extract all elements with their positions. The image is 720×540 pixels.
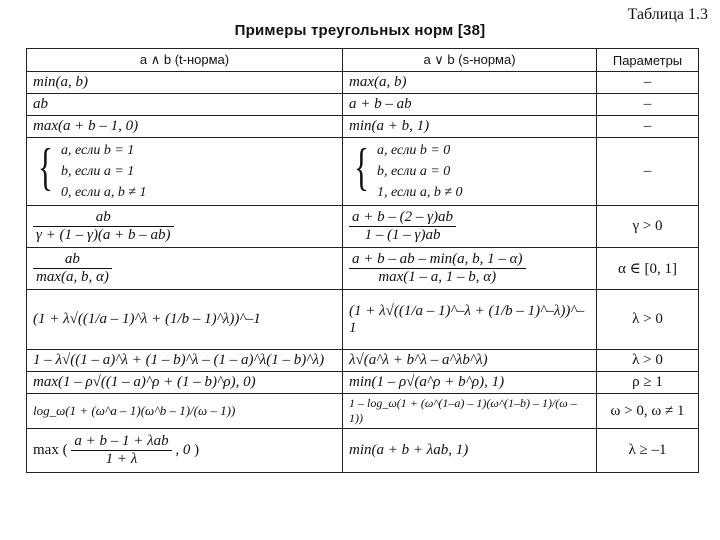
s-norm-cell bbox=[343, 138, 597, 206]
t-norm-cell: log_ω(1 + (ω^a – 1)(ω^b – 1)/(ω – 1)) bbox=[27, 394, 343, 429]
t-norm-cell bbox=[27, 206, 343, 248]
case-line: 1, если a, b ≠ 0 bbox=[376, 185, 463, 200]
param-cell: α ∈ [0, 1] bbox=[597, 248, 699, 290]
numerator: ab bbox=[33, 209, 174, 227]
table-row bbox=[27, 138, 699, 206]
denominator: 1 – (1 – γ)ab bbox=[364, 227, 441, 243]
column-header-s-norm: a ∨ b (s-норма) bbox=[343, 49, 597, 72]
fraction bbox=[71, 433, 171, 468]
fraction bbox=[349, 209, 456, 244]
table-row bbox=[27, 429, 699, 473]
param-cell: λ > 0 bbox=[597, 350, 699, 372]
table-row bbox=[27, 394, 699, 429]
case-line: 0, если a, b ≠ 1 bbox=[60, 185, 147, 200]
param-cell: – bbox=[597, 116, 699, 138]
s-norm-cell bbox=[343, 248, 597, 290]
table-row bbox=[27, 248, 699, 290]
t-norm-cell: (1 + λ√((1/a – 1)^λ + (1/b – 1)^λ))^–1 bbox=[27, 290, 343, 350]
param-cell: – bbox=[597, 72, 699, 94]
param-cell: ω > 0, ω ≠ 1 bbox=[597, 394, 699, 429]
cases-formula bbox=[33, 140, 336, 203]
s-norm-cell: min(a + b + λab, 1) bbox=[343, 429, 597, 473]
left-brace: { bbox=[37, 139, 53, 196]
param-cell: – bbox=[597, 94, 699, 116]
s-norm-cell: λ√(a^λ + b^λ – a^λb^λ) bbox=[343, 350, 597, 372]
denominator: 1 + λ bbox=[105, 451, 138, 467]
s-norm-cell: min(a + b, 1) bbox=[343, 116, 597, 138]
cases-formula bbox=[349, 140, 590, 203]
numerator: a + b – 1 + λab bbox=[71, 433, 171, 451]
numerator: ab bbox=[33, 251, 112, 269]
fraction bbox=[33, 209, 174, 244]
param-cell: γ > 0 bbox=[597, 206, 699, 248]
table-row bbox=[27, 72, 699, 94]
param-cell: λ ≥ –1 bbox=[597, 429, 699, 473]
table-label: Таблица 1.3 bbox=[627, 6, 708, 23]
s-norm-cell: (1 + λ√((1/a – 1)^–λ + (1/b – 1)^–λ))^–1 bbox=[343, 290, 597, 350]
t-norm-cell: max(1 – ρ√((1 – a)^ρ + (1 – b)^ρ), 0) bbox=[27, 372, 343, 394]
case-line: b, если a = 1 bbox=[60, 164, 135, 179]
t-norm-cell: ab bbox=[27, 94, 343, 116]
table-row bbox=[27, 94, 699, 116]
denominator: max(a, b, α) bbox=[36, 269, 109, 285]
left-brace: { bbox=[353, 139, 369, 196]
t-norm-cell: max ( $\frac{\text{a + b – 1 + λab}}{1 + \lambda}$ , 0 ) bbox=[27, 429, 343, 473]
table-row bbox=[27, 206, 699, 248]
table-title: Примеры треугольных норм [38] bbox=[234, 22, 486, 39]
denominator: γ + (1 – γ)(a + b – ab) bbox=[36, 227, 171, 243]
max-prefix: max bbox=[33, 441, 59, 458]
table-row bbox=[27, 290, 699, 350]
column-header-params: Параметры bbox=[597, 49, 699, 72]
table-row bbox=[27, 372, 699, 394]
fraction bbox=[33, 251, 112, 286]
s-norm-cell bbox=[343, 206, 597, 248]
table-row bbox=[27, 350, 699, 372]
norms-table bbox=[26, 48, 699, 473]
t-norm-cell: min(a, b) bbox=[27, 72, 343, 94]
column-header-t-norm: a ∧ b (t-норма) bbox=[27, 49, 343, 72]
t-norm-cell: max(a + b – 1, 0) bbox=[27, 116, 343, 138]
param-cell: λ > 0 bbox=[597, 290, 699, 350]
s-norm-cell: min(1 – ρ√(a^ρ + b^ρ), 1) bbox=[343, 372, 597, 394]
s-norm-cell: 1 – log_ω(1 + (ω^(1–a) – 1)(ω^(1–b) – 1)/(ω – 1)) bbox=[343, 394, 597, 429]
param-cell: ρ ≥ 1 bbox=[597, 372, 699, 394]
numerator: a + b – (2 – γ)ab bbox=[349, 209, 456, 227]
case-line: a, если b = 0 bbox=[376, 143, 451, 158]
param-cell: – bbox=[597, 138, 699, 206]
case-line: b, если a = 0 bbox=[376, 164, 451, 179]
s-norm-cell: max(a, b) bbox=[343, 72, 597, 94]
numerator: a + b – ab – min(a, b, 1 – α) bbox=[349, 251, 526, 269]
t-norm-cell bbox=[27, 138, 343, 206]
denominator: max(1 – a, 1 – b, α) bbox=[378, 269, 497, 285]
header-row bbox=[27, 49, 699, 72]
fraction bbox=[349, 251, 526, 286]
t-norm-cell bbox=[27, 248, 343, 290]
t-norm-cell: 1 – λ√((1 – a)^λ + (1 – b)^λ – (1 – a)^λ(1 – b)^λ) bbox=[27, 350, 343, 372]
suffix: , 0 bbox=[175, 441, 191, 458]
case-line: a, если b = 1 bbox=[60, 143, 135, 158]
table-row bbox=[27, 116, 699, 138]
s-norm-cell: a + b – ab bbox=[343, 94, 597, 116]
